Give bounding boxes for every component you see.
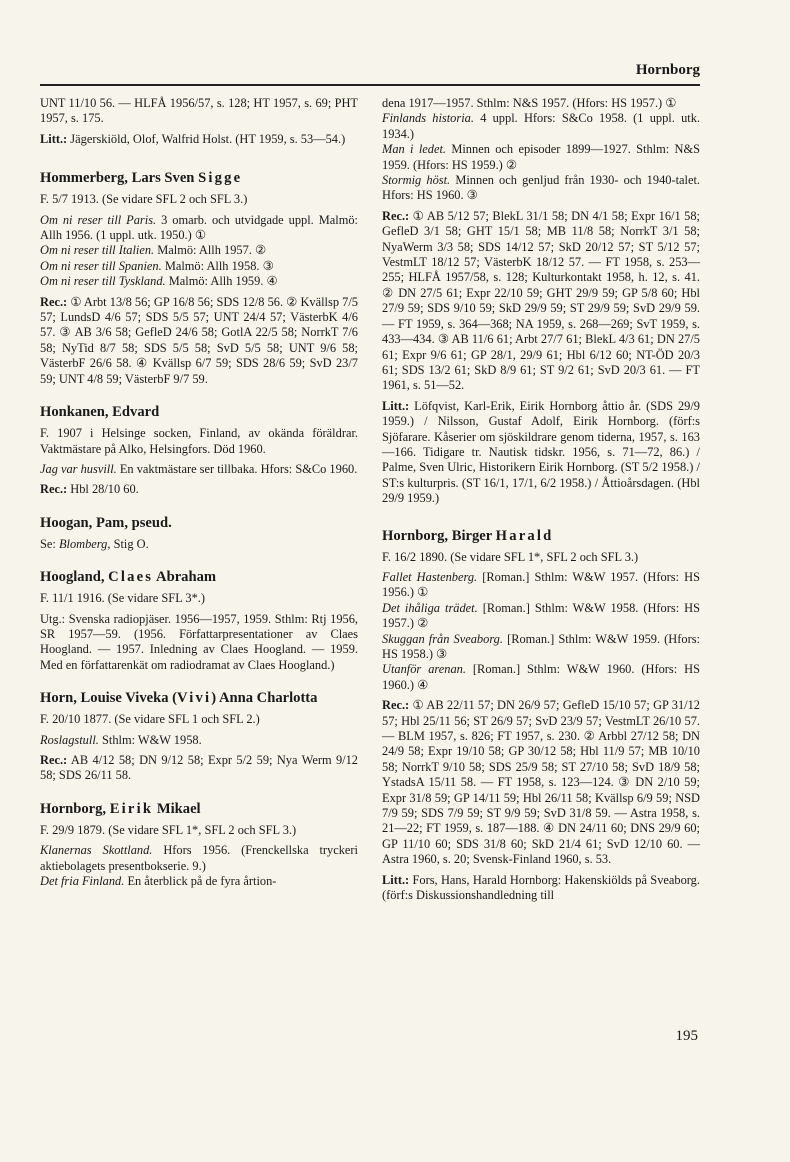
- reviews: Rec.: AB 4/12 58; DN 9/12 58; Expr 5/2 59; Nya Werm 9/12 58; SDS 26/11 58.: [40, 752, 358, 783]
- work-item: Om ni reser till Tyskland. Malmö: Allh 1959. ④: [40, 274, 278, 289]
- entry-heading-honkanen: Honkanen, Edvard: [40, 404, 160, 421]
- work-item: Finlands historia. 4 uppl. Hfors: S&Co 1958. (1 uppl. utk. 1934.): [382, 111, 700, 141]
- work-item: Om ni reser till Spanien. Malmö: Allh 1958. ③: [40, 258, 274, 273]
- edited-works: Utg.: Svenska radiopjäser. 1956—1957, 1959. Sthlm: Rtj 1956, SR 1957—59. (1956. Författarpresentationer av Claes Hoogland. — 1957. Inledning av Claes Hoogland. — 1959. Med en författarenkät om radiodramat av Claes Hoogland.): [40, 611, 358, 672]
- entry-bio: F. 20/10 1877. (Se vidare SFL 1 och SFL 2.): [40, 712, 260, 727]
- entry-heading-horn: Horn, Louise Viveka (Vivi) Anna Charlotta: [40, 690, 318, 707]
- entry-bio: F. 29/9 1879. (Se vidare SFL 1*, SFL 2 och SFL 3.): [40, 822, 297, 837]
- litt-text: Jägerskiöld, Olof, Walfrid Holst. (HT 1959, s. 53—54.): [70, 131, 346, 146]
- work-item: Det ihåliga trädet. [Roman.] Sthlm: W&W 1958. (Hfors: HS 1957.) ②: [382, 600, 700, 631]
- work-item: dena 1917—1957. Sthlm: N&S 1957. (Hfors: HS 1957.) ①: [382, 96, 677, 110]
- work-item: Stormig höst. Minnen och genljud från 1930- och 1940-talet. Hfors: HS 1960. ③: [382, 173, 701, 203]
- work-item: Klanernas Skottland. Hfors 1956. (Frenckellska tryckeri aktiebolagets presentbokserie. 9.): [40, 843, 358, 873]
- right-column: [382, 96, 700, 909]
- entry-bio: F. 1907 i Helsinge socken, Finland, av okända föräldrar. Vaktmästare på Alko, Helsingfors. Död 1960.: [40, 426, 358, 456]
- work-item: Jag var husvill. En vaktmästare ser tillbaka. Hfors: S&Co 1960.: [40, 461, 358, 476]
- running-head: Hornborg: [635, 62, 700, 78]
- work-item: Om ni reser till Italien. Malmö: Allh 1957. ②: [40, 243, 267, 258]
- entry-bio: F. 11/1 1916. (Se vidare SFL 3*.): [40, 591, 206, 606]
- work-item: Skuggan från Sveaborg. [Roman.] Sthlm: W&W 1959. (Hfors: HS 1958.) ③: [382, 631, 700, 661]
- page-number: 195: [675, 1028, 698, 1044]
- work-item: Det fria Finland. En återblick på de fyra årtion-: [40, 874, 277, 888]
- reviews: Rec.: ① AB 22/11 57; DN 26/9 57; GefleD 15/10 57; GP 31/12 57; Hbl 25/11 56; ST 26/9 57; SvD 23/9 57; VestmLT 26/10 57. — BLM 1957, s. 826; FT 1957, s. 230. ② Arbbl 27/12 58; DN 24/9 58; Expr 19/10 58; GP 30/12 58; Hbl 11/9 57; MB 10/10 58; NorrkT 9/10 58; SDS 25/9 58; ST 27/10 58; SvD 18/9 58; YstadsA 15/11 58. — FT 1958, s. 123—124. ③ DN 2/10 59; Expr 31/8 59; GP 14/11 59; Hbl 26/11 58; Kvällsp 6/9 59; NSD 7/9 59; SDS 7/9 59; ST 9/9 59; SvD 31/8 59. — Astra 1958, s. 21—22; FT 1959, s. 187—188. ④ DN 24/11 60; DNS 29/9 60; GP 11/10 60; SDS 31/8 60; SkD 21/4 61; SvD 12/10 60. — Astra 1960, s. 20; Svensk-Finland 1960, s. 53.: [382, 698, 700, 867]
- left-column: [40, 96, 358, 894]
- entry-heading-birger-hornborg: Hornborg, Birger Harald: [382, 527, 554, 544]
- work-item: Man i ledet. Minnen och episoder 1899—1927. Sthlm: N&S 1959. (Hfors: HS 1959.) ②: [382, 142, 700, 172]
- entry-heading-hoogland: Hoogland, Claes Abraham: [40, 569, 217, 586]
- entry-heading-hommerberg: Hommerberg, Lars Sven Sigge: [40, 170, 243, 187]
- entry-heading-eirik-hornborg: Hornborg, Eirik Mikael: [40, 800, 201, 817]
- see-reference: Se: Blomberg, Stig O.: [40, 536, 149, 551]
- reviews: Rec.: ① Arbt 13/8 56; GP 16/8 56; SDS 12/8 56. ② Kvällsp 7/5 57; LundsD 4/6 57; SDS 5/5 57; UNT 24/4 57; VästerbK 4/6 57. ③ AB 3/6 58; GefleD 24/6 58; GotlA 22/5 58; NorrkT 7/6 58; NyTid 8/7 58; SDS 5/5 58; SvD 5/5 58; UNT 9/6 58; VästerbF 26/6 58. ④ Kvällsp 6/7 59; SDS 28/6 59; SvD 23/7 59; UNT 4/8 59; VästerbF 9/7 59.: [40, 294, 358, 386]
- litt-label: Litt.:: [40, 131, 68, 146]
- entry-bio: F. 16/2 1890. (Se vidare SFL 1*, SFL 2 och SFL 3.): [382, 549, 639, 564]
- work-item: Utanför arenan. [Roman.] Sthlm: W&W 1960. (Hfors: HS 1960.) ④: [382, 662, 700, 692]
- entry-bio: F. 5/7 1913. (Se vidare SFL 2 och SFL 3.): [40, 192, 248, 207]
- continued-entry-text: UNT 11/10 56. — HLFÅ 1956/57, s. 128; HT 1957, s. 69; PHT 1957, s. 175.: [40, 96, 358, 126]
- reviews: Rec.: Hbl 28/10 60.: [40, 482, 139, 497]
- literature: Litt.: Fors, Hans, Harald Hornborg: Hakenskiölds på Sveaborg. (förf:s Diskussionshandledning till: [382, 872, 700, 903]
- literature: Litt.: Löfqvist, Karl-Erik, Eirik Hornborg åttio år. (SDS 29/9 1959.) / Nilsson, Gustaf Adolf, Eirik Hornborg. (förf:s Sjöfarare. Kåserier om sjöskildrare genom tiderna, 1957, s. 163—166. Tidigare tr. Nautisk tidskr. 1956, s. 71—72, 86.) / Palme, Sven Ulric, Historikern Eirik Hornborg. (ST 5/2 1958.) / ST:s kulturpris. (ST 16/1, 17/1, 6/2 1958.) / Åttioårsdagen. (Hbl 29/9 1959.): [382, 398, 700, 506]
- header-rule: [40, 84, 700, 86]
- work-item: Om ni reser till Paris. 3 omarb. och utvidgade uppl. Malmö: Allh 1956. (1 uppl. utk. 1950.) ①: [40, 212, 358, 243]
- continued-entry-literature: [40, 132, 358, 147]
- entry-heading-hoogan: Hoogan, Pam, pseud.: [40, 514, 172, 531]
- reviews: Rec.: ① AB 5/12 57; BlekL 31/1 58; DN 4/1 58; Expr 16/1 58; GefleD 3/1 58; GHT 15/1 58; MB 11/8 58; NorrkT 3/1 58; NyaWerm 3/3 58; SDS 14/12 57; SkD 20/12 57; ST 5/12 57; VestmLT 18/12 57; VästerbK 18/12 57. — FT 1958, s. 253—255; HLFÅ 1957/58, s. 128; Kulturkontakt 1958, h. 12, s. 41. ② DN 27/5 61; Expr 22/10 59; GHT 29/9 59; GP 5/8 60; Hbl 27/9 59; SDS 9/10 59; SkD 29/9 59; ST 29/9 59; SvD 29/9 59. — FT 1959, s. 364—368; NA 1959, s. 268—269; SvT 1959, s. 433—434. ③ AB 11/6 61; Arbt 27/7 61; BlekL 4/3 61; DN 27/5 61; Expr 9/6 61; GP 28/1, 29/9 61; Hbl 6/12 60; NT-ÖD 20/3 61; SDS 13/2 61; SkD 8/9 61; ST 9/2 61; SvD 20/3 61. — FT 1961, s. 51—52.: [382, 208, 700, 393]
- work-item: Roslagstull. Sthlm: W&W 1958.: [40, 732, 202, 747]
- work-item: Fallet Hastenberg. [Roman.] Sthlm: W&W 1957. (Hfors: HS 1956.) ①: [382, 569, 700, 600]
